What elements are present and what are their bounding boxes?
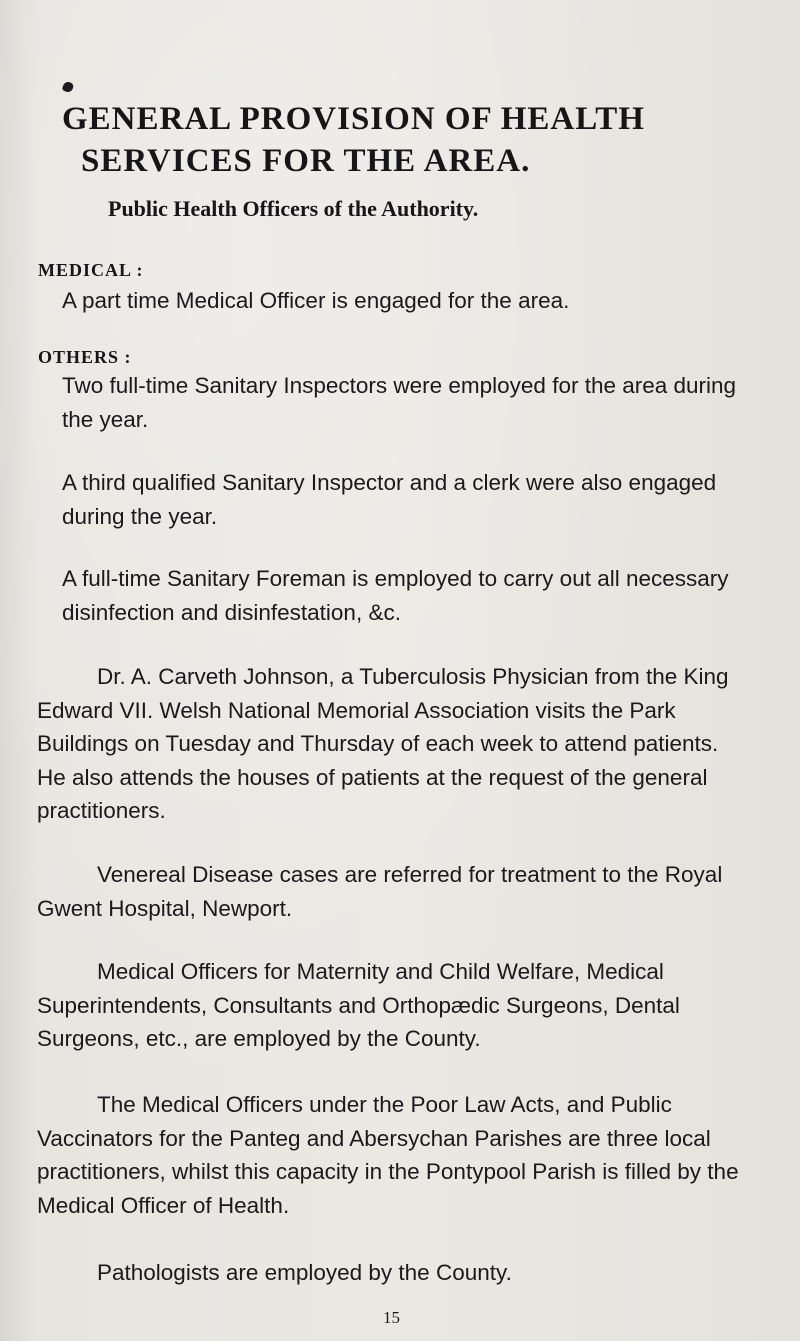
- body-paragraph-poor-law: The Medical Officers under the Poor Law Acts, and Public Vaccinators for the Panteg and Abersychan Parishes are three local practitioners, whilst this capacity in the Pontypool Parish is filled by the Medical Officer of Health.: [37, 1092, 739, 1218]
- body-paragraph-maternity: Medical Officers for Maternity and Child Welfare, Medical Superintendents, Consultants and Orthopædic Surgeons, Dental Surgeons, etc., are employed by the County.: [37, 959, 680, 1051]
- others-paragraph-2: A third qualified Sanitary Inspector and a clerk were also engaged during the year.: [62, 470, 717, 529]
- body-paragraph-pathologists: Pathologists are employed by the County.: [97, 1260, 512, 1285]
- page-title-line-1: GENERAL PROVISION OF HEALTH: [62, 101, 645, 137]
- others-label: OTHERS :: [38, 347, 132, 367]
- body-paragraph-tuberculosis: Dr. A. Carveth Johnson, a Tuberculosis Physician from the King Edward VII. Welsh National Memorial Association visits the Park Buildings on Tuesday and Thursday of each week to attend patients. He also attends the houses of patients at the request of the general practitioners.: [37, 664, 729, 823]
- page-title-line-2: SERVICES FOR THE AREA.: [81, 143, 531, 179]
- ink-speck: [62, 81, 75, 94]
- page-title: [62, 98, 722, 182]
- section-subtitle: Public Health Officers of the Authority.: [108, 196, 479, 221]
- body-paragraph-venereal: Venereal Disease cases are referred for treatment to the Royal Gwent Hospital, Newport.: [37, 862, 723, 921]
- page-number: 15: [383, 1308, 400, 1327]
- medical-label: MEDICAL :: [38, 260, 144, 280]
- others-paragraph-3: A full-time Sanitary Foreman is employed to carry out all necessary disinfection and disinfestation, &c.: [62, 566, 729, 625]
- others-paragraph-1: Two full-time Sanitary Inspectors were employed for the area during the year.: [62, 373, 737, 432]
- medical-text: A part time Medical Officer is engaged for the area.: [62, 288, 570, 313]
